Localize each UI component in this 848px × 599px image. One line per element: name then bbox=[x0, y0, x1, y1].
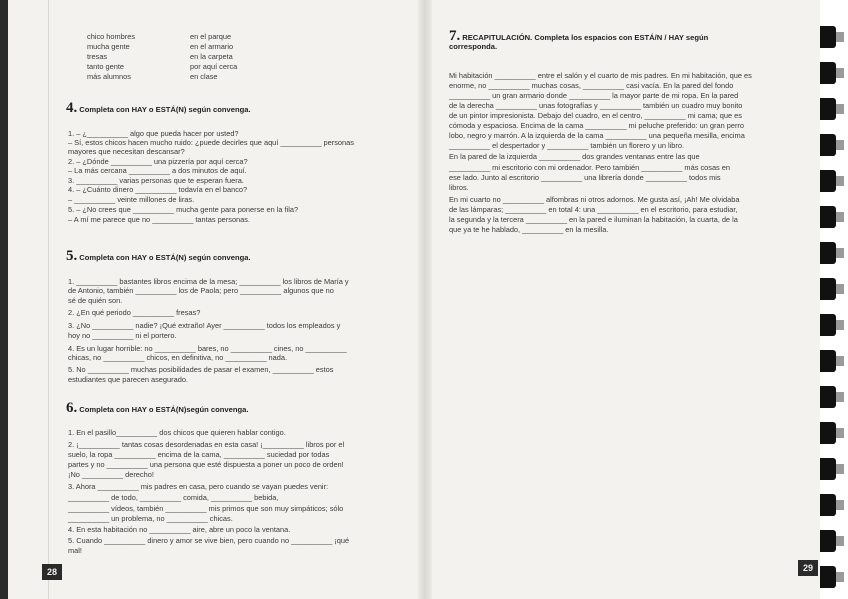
exercise-4-line: mayores que necesitan descansar? bbox=[68, 147, 185, 156]
exercise-7-line: la segunda y la tercera __________ en la pared e iluminan la habitación, la cuarta, de la bbox=[449, 215, 738, 224]
binding-ring bbox=[820, 494, 836, 516]
exercise-6-line: ¡No __________ derecho! bbox=[68, 470, 154, 479]
exercise-6-line: partes y no __________ una persona que esté dispuesta a poner un poco de orden! bbox=[68, 460, 344, 469]
exercise-6-line: 1. En el pasillo__________ dos chicos que quieren hablar contigo. bbox=[68, 428, 286, 437]
binding-ring bbox=[820, 314, 836, 336]
exercise-4-line: 4. – ¿Cuánto dinero __________ todavía en el banco? bbox=[68, 185, 248, 194]
exercise-7-line: ese lado. Junto al escritorio __________ una librería donde __________ todos mis bbox=[449, 173, 721, 182]
book-spread bbox=[8, 0, 820, 599]
left-page bbox=[8, 0, 418, 599]
exercise-4-line: 3. __________ varias personas que te esperan fuera. bbox=[68, 176, 244, 185]
exercise-7-line: de las lámparas; __________ en total 4: una __________ en el escritorio, para estudiar, bbox=[449, 205, 738, 214]
top-list-item-b: en la carpeta bbox=[190, 52, 233, 61]
exercise-7-line: enorme, no __________ muchas cosas, __________ casi vacía. En la pared del fondo bbox=[449, 81, 734, 90]
binding-ring bbox=[820, 350, 836, 372]
exercise-7-line: lobo, negro y marrón. A la izquierda de la cama __________ una pequeña mesilla, encima bbox=[449, 131, 745, 140]
exercise-4-line: 1. – ¿__________ algo que pueda hacer por usted? bbox=[68, 129, 239, 138]
binding-ring bbox=[820, 458, 836, 480]
binding-ring bbox=[820, 566, 836, 588]
exercise-4-heading bbox=[66, 100, 251, 117]
exercise-5-line: estudiantes que parecen asegurado. bbox=[68, 375, 188, 384]
binding-ring bbox=[820, 26, 836, 48]
exercise-5-line: 4. Es un lugar horrible: no __________ bares, no __________ cines, no __________ bbox=[68, 344, 347, 353]
exercise-6-title: Completa con HAY o ESTÁ(N)según convenga. bbox=[79, 405, 249, 414]
binding-ring bbox=[820, 62, 836, 84]
binding-ring bbox=[820, 134, 836, 156]
exercise-7-title-cont: corresponda. bbox=[449, 42, 498, 51]
top-list-item-b: en clase bbox=[190, 72, 218, 81]
exercise-6-line: __________ un problema, no __________ chicas. bbox=[68, 514, 233, 523]
exercise-7-line: __________ un gran armario donde __________ la mayor parte de mi ropa. En la pared bbox=[449, 91, 739, 100]
exercise-5-number: 5. bbox=[66, 248, 78, 264]
top-list-item-a: chico hombres bbox=[87, 32, 136, 41]
book-gutter bbox=[418, 0, 432, 599]
exercise-4-line: – Sí, estos chicos hacen mucho ruido: ¿puede decirles que aquí __________ personas bbox=[68, 138, 354, 147]
exercise-5-heading bbox=[66, 248, 251, 265]
exercise-7-line: Mi habitación __________ entre el salón y el cuarto de mis padres. En mi habitación, que es bbox=[449, 71, 752, 80]
exercise-5-title: Completa con HAY o ESTÁ(N) según convenga. bbox=[79, 253, 251, 262]
exercise-5-line: hoy no __________ ni el portero. bbox=[68, 331, 177, 340]
exercise-4-line: 5. – ¿No crees que __________ mucha gente para ponerse en la fila? bbox=[68, 205, 299, 214]
exercise-7-line: __________ el despertador y __________ también un florero y un libro. bbox=[449, 141, 685, 150]
exercise-6-line: __________ de todo, __________ comida, __________ bebida, bbox=[68, 493, 279, 502]
top-list-item-b: en el parque bbox=[190, 32, 232, 41]
exercise-4-title: Completa con HAY o ESTÁ(N) según convenga. bbox=[79, 105, 251, 114]
exercise-4-line: 2. – ¿Dónde __________ una pizzería por aquí cerca? bbox=[68, 157, 248, 166]
binding-ring bbox=[820, 242, 836, 264]
exercise-5-line: de Antonio, también __________ los de Paola; pero __________ algunos que no bbox=[68, 286, 334, 295]
exercise-7-line: En la pared de la izquierda __________ dos grandes ventanas entre las que bbox=[449, 152, 700, 161]
exercise-7-line: que ya te he hablado, __________ en la mesilla. bbox=[449, 225, 609, 234]
exercise-6-line: __________ vídeos, también __________ mis primos que son muy simpáticos; sólo bbox=[68, 504, 344, 513]
binding-ring bbox=[820, 386, 836, 408]
exercise-7-line: cómoda y espaciosa. Encima de la cama __________ mi peluche preferido: un gran perro bbox=[449, 121, 744, 130]
exercise-4-number: 4. bbox=[66, 100, 78, 116]
exercise-5-line: 1. __________ bastantes libros encima de la mesa; __________ los libros de María y bbox=[68, 277, 349, 286]
top-list-item-b: en el armario bbox=[190, 42, 234, 51]
binding-ring bbox=[820, 206, 836, 228]
top-list-item-a: mucha gente bbox=[87, 42, 130, 51]
top-list-item-a: tanto gente bbox=[87, 62, 124, 71]
exercise-7-line: libros. bbox=[449, 183, 469, 192]
exercise-5-line: 2. ¿En qué periodo __________ fresas? bbox=[68, 308, 201, 317]
exercise-6-line: 3. Ahora __________ mis padres en casa, pero cuando se vayan puedes venir: bbox=[68, 482, 329, 491]
binding-ring bbox=[820, 98, 836, 120]
exercise-7-title: RECAPITULACIÓN. Completa los espacios con ESTÁ/N / HAY según bbox=[462, 33, 709, 42]
exercise-7-line: En mi cuarto no __________ alfombras ni otros adornos. Me gusta así, ¡Ah! Me olvidaba bbox=[449, 195, 740, 204]
exercise-5-line: chicas, no __________ chicos, en definitiva, no __________ nada. bbox=[68, 353, 288, 362]
exercise-7-number: 7. bbox=[449, 28, 461, 44]
exercise-6-line: 2. ¡__________ tantas cosas desordenadas en esta casa! ¡__________ libros por el bbox=[68, 440, 345, 449]
exercise-5-line: 5. No __________ muchas posibilidades de pasar el examen, __________ estos bbox=[68, 365, 334, 374]
exercise-4-line: – __________ veinte millones de liras. bbox=[68, 195, 195, 204]
binding-ring bbox=[820, 278, 836, 300]
spiral-binding bbox=[820, 0, 848, 599]
exercise-6-line: 5. Cuando __________ dinero y amor se vive bien, pero cuando no __________ ¡qué bbox=[68, 536, 350, 545]
top-list-item-a: tresas bbox=[87, 52, 108, 61]
exercise-4-line: – La más cercana __________ a dos minutos de aquí. bbox=[68, 166, 247, 175]
exercise-7-line: de un pintor impresionista. Debajo del cuadro, en el centro, __________ mi cama; que es bbox=[449, 111, 742, 120]
page-number-right: 29 bbox=[798, 560, 818, 576]
top-list-item-b: por aquí cerca bbox=[190, 62, 238, 71]
exercise-4-line: – A mí me parece que no __________ tantas personas. bbox=[68, 215, 251, 224]
exercise-5-line: 3. ¿No __________ nadie? ¡Qué extraño! Ayer __________ todos los empleados y bbox=[68, 321, 341, 330]
exercise-7-line: __________ mi escritorio con mi ordenador. Pero también __________ más cosas en bbox=[449, 163, 731, 172]
exercise-7-line: de la derecha __________ unas fotografías y __________ también un cuadro muy bonito bbox=[449, 101, 743, 110]
page-number-left: 28 bbox=[42, 564, 62, 580]
exercise-6-number: 6. bbox=[66, 400, 78, 416]
top-list-item-a: más alumnos bbox=[87, 72, 131, 81]
right-page bbox=[432, 0, 820, 599]
exercise-6-line: mal! bbox=[68, 546, 82, 555]
exercise-6-line: 4. En esta habitación no __________ aire, abre un poco la ventana. bbox=[68, 525, 291, 534]
binding-ring bbox=[820, 530, 836, 552]
binding-ring bbox=[820, 422, 836, 444]
exercise-5-line: sé de quién son. bbox=[68, 296, 123, 305]
binding-ring bbox=[820, 170, 836, 192]
exercise-6-heading bbox=[66, 400, 248, 417]
exercise-6-line: suelo, la ropa __________ encima de la cama, __________ suciedad por todas bbox=[68, 450, 330, 459]
